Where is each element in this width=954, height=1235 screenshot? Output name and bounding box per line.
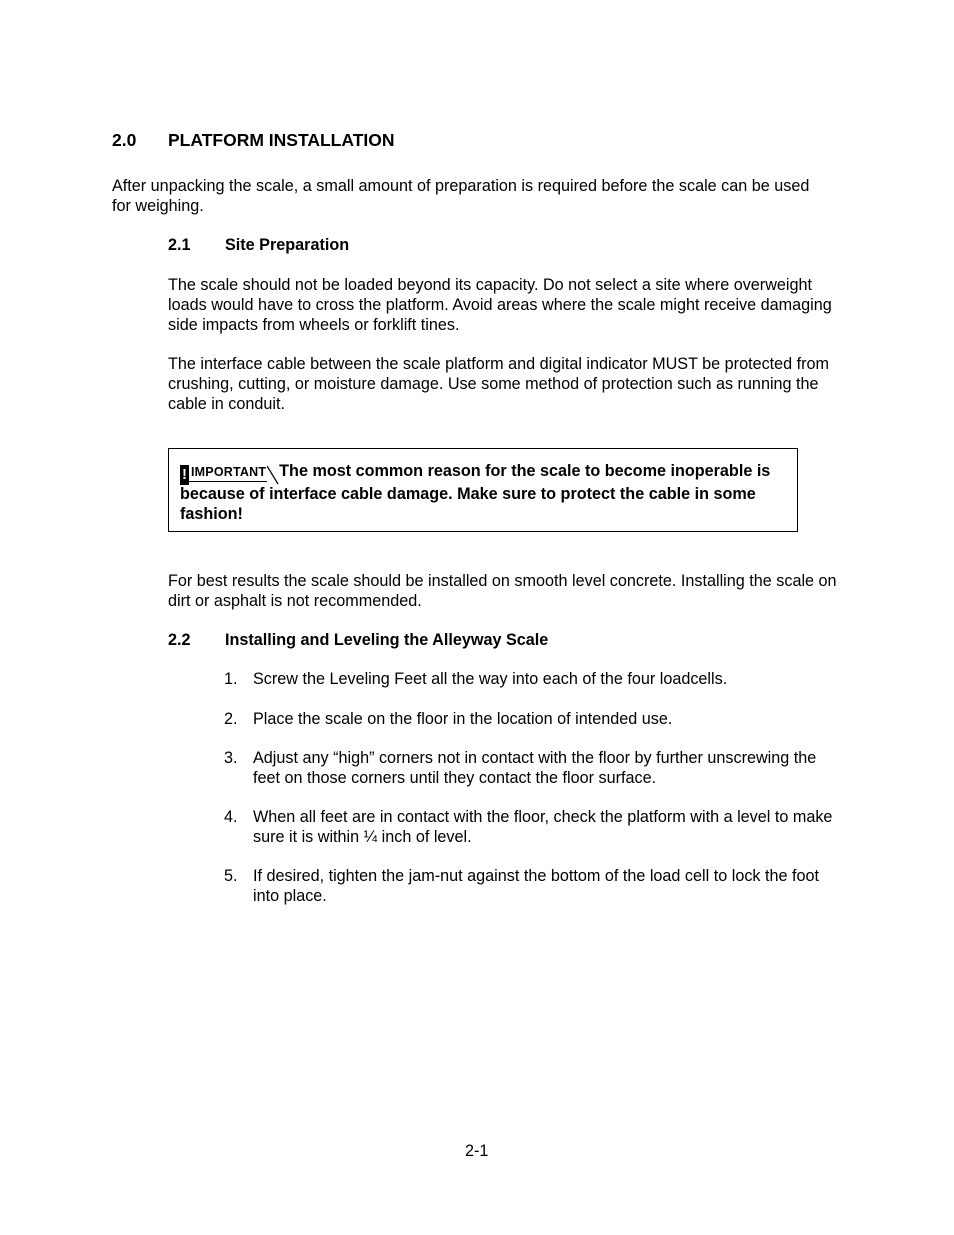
- important-notice-box: [168, 448, 798, 532]
- important-badge-icon: [180, 465, 267, 485]
- step-number: 3.: [224, 749, 238, 767]
- paragraph-interface-cable: The interface cable between the scale platform and digital indicator MUST be protected from crushing, cutting, or moisture damage. Use some method of protection such as running the cable in conduit.: [168, 355, 830, 413]
- step-number: 5.: [224, 867, 238, 885]
- step-text: When all feet are in contact with the floor, check the platform with a level to make sure it is within ¼ inch of level.: [253, 808, 833, 846]
- subsection-number-site-prep: 2.1: [168, 236, 191, 254]
- step-text: Screw the Leveling Feet all the way into each of the four loadcells.: [253, 670, 728, 688]
- important-badge-label: IMPORTANT: [189, 465, 267, 482]
- section-number: 2.0: [112, 130, 137, 150]
- step-text: If desired, tighten the jam-nut against the bottom of the load cell to lock the foot into place.: [253, 867, 820, 905]
- important-notice-text: The most common reason for the scale to become inoperable is because of interface cable damage. Make sure to protect the cable in some fashion!: [180, 462, 771, 523]
- paragraph-best-results: For best results the scale should be installed on smooth level concrete. Installing the scale on dirt or asphalt is not recommended.: [168, 572, 837, 610]
- step-text: Adjust any “high” corners not in contact with the floor by further unscrewing the feet on those corners until they contact the floor surface.: [253, 749, 817, 787]
- step-number: 4.: [224, 808, 238, 826]
- important-notice: [180, 462, 792, 525]
- section-title: PLATFORM INSTALLATION: [168, 130, 395, 150]
- step-text: Place the scale on the floor in the location of intended use.: [253, 710, 673, 728]
- step-number: 1.: [224, 670, 238, 688]
- paragraph-capacity: The scale should not be loaded beyond its capacity. Do not select a site where overweight loads would have to cross the platform. Avoid areas where the scale might receive damaging side impacts from wheels or forklift tines.: [168, 276, 832, 334]
- step-number: 2.: [224, 710, 238, 728]
- subsection-number-leveling: 2.2: [168, 631, 191, 649]
- badge-slash-icon: [267, 465, 279, 485]
- subsection-title-leveling: Installing and Leveling the Alleyway Scale: [225, 631, 549, 649]
- section-intro: After unpacking the scale, a small amount of preparation is required before the scale can be used for weighing.: [112, 177, 810, 215]
- exclamation-icon: !: [182, 466, 187, 483]
- page-number: 2-1: [465, 1142, 489, 1160]
- subsection-title-site-prep: Site Preparation: [225, 236, 350, 254]
